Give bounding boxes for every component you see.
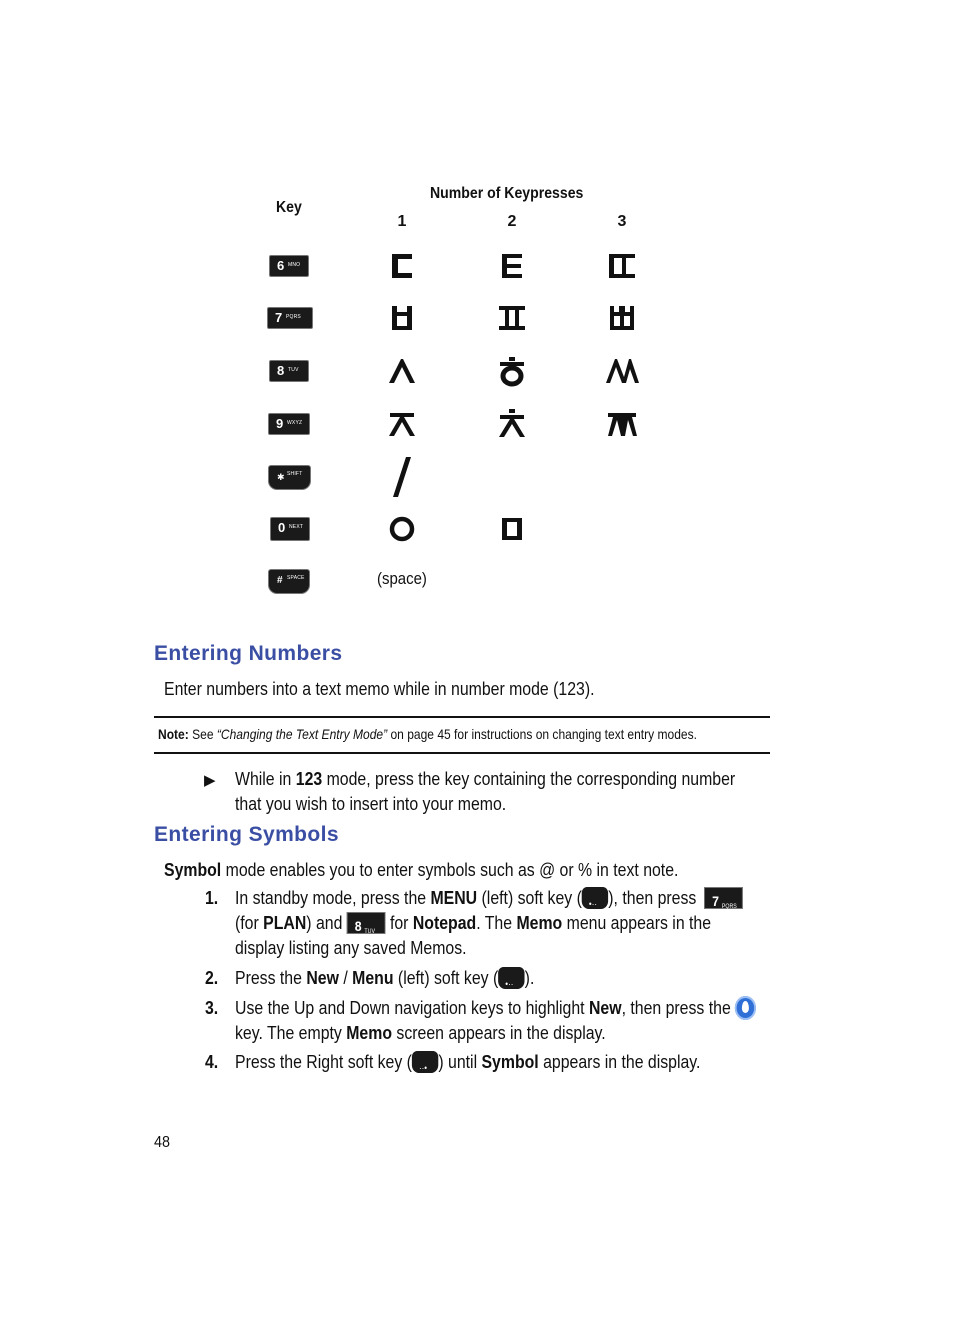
key-9-icon: 9 WXYZ [268, 413, 310, 435]
key-7-icon: 7 PQRS [267, 307, 313, 329]
note-text: Note: See “Changing the Text Entry Mode” on page 45 for instructions on changing text entry modes. [158, 726, 698, 742]
key-0-next-icon: 0 NEXT [270, 517, 310, 541]
hangul-hieut-glyph [492, 353, 532, 389]
step-3-number: 3. [205, 998, 219, 1018]
hangul-tieut-glyph [492, 248, 532, 284]
hangul-chieut-glyph [492, 406, 532, 442]
key-7-inline-icon: 7 PQRS [704, 887, 743, 909]
key-8-icon: 8 TUV [269, 360, 309, 382]
keypresses-header: Number of Keypresses [430, 185, 584, 202]
step-2-line1: Press the New / Menu (left) soft key (•·· ). [235, 966, 534, 991]
entering-symbols-intro: Symbol mode enables you to enter symbols such as @ or % in text note. [164, 860, 679, 880]
slash-glyph [382, 455, 422, 499]
hangul-ssangdigeut-glyph [602, 248, 642, 284]
key-6-icon: 6 MNO [269, 255, 309, 277]
ok-key-icon [735, 996, 756, 1020]
page-number: 48 [154, 1134, 171, 1151]
hangul-pieup-glyph [492, 300, 532, 336]
hangul-bieup-glyph [382, 300, 422, 336]
key-star-shift-icon: ✱ SHIFT [268, 465, 311, 490]
step-1-line3: display listing any saved Memos. [235, 938, 467, 958]
left-soft-key-icon [582, 887, 608, 909]
key-hash-space-icon: # SPACE [268, 569, 310, 594]
hangul-ssangbieup-glyph [602, 300, 642, 336]
key-8-inline-icon: 8 TUV [347, 912, 386, 934]
hangul-mieum-glyph [492, 511, 532, 547]
entering-numbers-intro: Enter numbers into a text memo while in number mode (123). [164, 679, 595, 699]
step-3-line2: key. The empty Memo screen appears in the display. [235, 1023, 606, 1043]
space-label: (space) [377, 569, 427, 588]
key-column-header: Key [276, 199, 302, 216]
step-4-number: 4. [205, 1052, 219, 1072]
step-1-line1: In standby mode, press the MENU (left) soft key (•·· ), then press 7 PQRS [235, 886, 743, 911]
hangul-ssangsiot-glyph [602, 353, 642, 389]
entering-numbers-heading: Entering Numbers [154, 642, 343, 665]
bullet-text-line2: that you wish to insert into your memo. [235, 794, 507, 814]
bullet-arrow-icon: ▶ [204, 772, 216, 789]
left-soft-key-icon-2 [498, 967, 524, 989]
step-2-number: 2. [205, 968, 219, 988]
col-2-header: 2 [507, 213, 517, 230]
right-soft-key-icon [412, 1051, 438, 1073]
hangul-digeut-glyph [382, 248, 422, 284]
col-3-header: 3 [617, 213, 627, 230]
col-1-header: 1 [397, 213, 407, 230]
hangul-ssangjieut-glyph [602, 406, 642, 442]
hangul-siot-glyph [382, 353, 422, 389]
bullet-text-line1: While in 123 mode, press the key containing the corresponding number [235, 769, 736, 789]
step-4-line1: Press the Right soft key (··• ) until Symbol appears in the display. [235, 1050, 700, 1075]
hangul-jieut-glyph [382, 406, 422, 442]
note-top-rule [154, 716, 770, 718]
hangul-ieung-glyph [382, 511, 422, 547]
step-3-line1: Use the Up and Down navigation keys to highlight New, then press the [235, 996, 756, 1021]
note-bottom-rule [154, 752, 770, 754]
step-1-line2: (for PLAN) and 8 TUV for Notepad. The Memo menu appears in the [235, 913, 712, 935]
step-1-number: 1. [205, 888, 219, 908]
entering-symbols-heading: Entering Symbols [154, 823, 339, 846]
